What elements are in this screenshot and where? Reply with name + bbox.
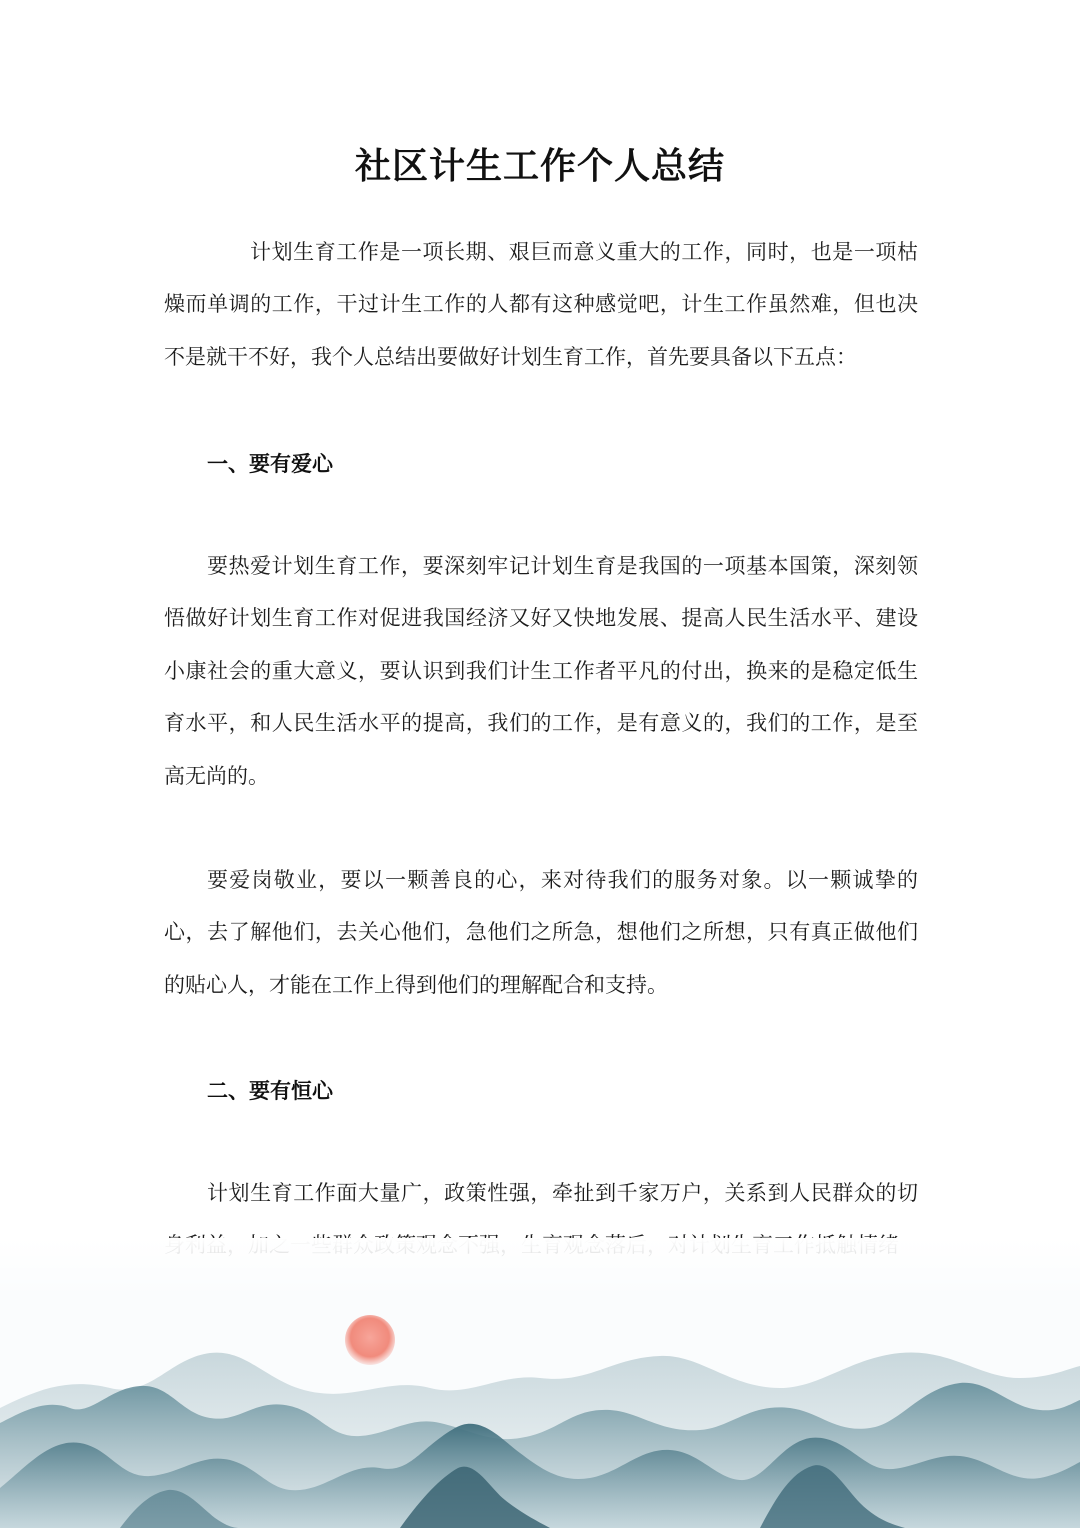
section-heading-love: 一、要有爱心 xyxy=(207,452,333,476)
intro-paragraph: 计划生育工作是一项长期、艰巨而意义重大的工作，同时，也是一项枯燥而单调的工作，干过计生工作的人都有这种感觉吧，计生工作虽然难，但也决不是就干不好，我个人总结出要做好计划生育工作，首先要具备以下五点： xyxy=(164,240,918,369)
ink-mountain-illustration xyxy=(0,1238,1080,1528)
mist-band xyxy=(0,1238,1080,1298)
red-sun-icon xyxy=(345,1315,395,1365)
section1-paragraph-1: 要热爱计划生育工作，要深刻牢记计划生育是我国的一项基本国策，深刻领悟做好计划生育工作对促进我国经济又好又快地发展、提高人民生活水平、建设小康社会的重大意义，要认识到我们计生工作者平凡的付出，换来的是稳定低生育水平，和人民生活水平的提高，我们的工作，是有意义的，我们的工作，是至高无尚的。 xyxy=(164,554,918,788)
section1-paragraph-2: 要爱岗敬业，要以一颗善良的心，来对待我们的服务对象。以一颗诚挚的心，去了解他们，去关心他们，急他们之所急，想他们之所想，只有真正做他们的贴心人，才能在工作上得到他们的理解配合和支持。 xyxy=(164,868,918,997)
document-title: 社区计生工作个人总结 xyxy=(354,146,725,187)
section-heading-perseverance: 二、要有恒心 xyxy=(207,1079,333,1103)
section2-paragraph-1: 计划生育工作面大量广，政策性强，牵扯到千家万户，关系到人民群众的切 xyxy=(207,1181,918,1205)
